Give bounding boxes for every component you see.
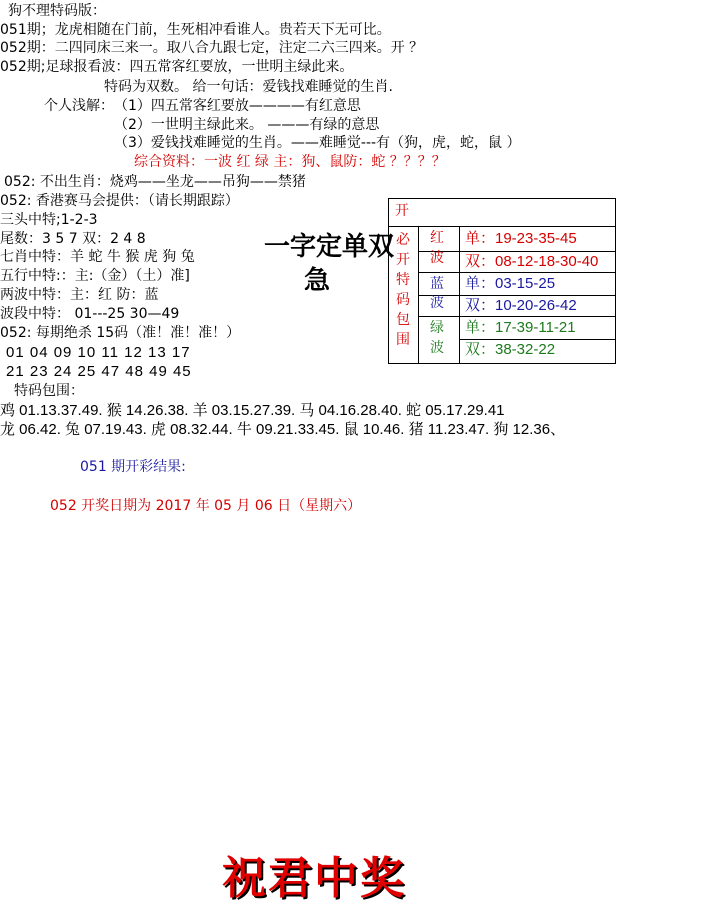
stat-line: 波段中特： 01---25 30—49 [0, 306, 180, 322]
source-line: 052: 香港赛马会提供：（请长期跟踪） [0, 193, 239, 209]
side-label-char: 码 [396, 292, 410, 308]
wave-name: 波 [430, 250, 444, 266]
stat-line: 052: 每期绝杀 15码（准！准！准！） [0, 325, 241, 341]
hint-item: （1）四五常客红要放————有红意思 [114, 98, 361, 114]
side-label-char: 围 [396, 332, 410, 348]
stat-line: 三头中特;1-2-3 [0, 212, 98, 228]
hint-line: 特码为双数。 给一句话：爱钱找难睡觉的生肖. [104, 79, 393, 95]
side-label-char: 必 [396, 232, 410, 248]
wave-single: 单：03-15-25 [465, 275, 556, 292]
footer-slogan: 祝君中奖 [222, 853, 406, 904]
wave-double: 双：08-12-18-30-40 [465, 253, 599, 270]
big-slogan: 急 [304, 266, 331, 296]
wave-name: 绿 [430, 320, 444, 336]
side-label-char: 开 [396, 252, 410, 268]
wave-name: 红 [430, 230, 444, 246]
page-title: 狗不理特码版： [8, 3, 106, 19]
hint-item: （2）一世明主绿此来。 ———有绿的意思 [114, 117, 380, 133]
stat-line: 七肖中特：羊 蛇 牛 猴 虎 狗 兔 [0, 249, 195, 265]
draw-date: 052 开奖日期为 2017 年 05 月 06 日（星期六） [50, 498, 362, 514]
result-label: 051 期开彩结果: [80, 459, 186, 475]
side-label-char: 包 [396, 312, 410, 328]
wave-name: 蓝 [430, 276, 444, 292]
zodiac-row: 龙 06.42. 兔 07.19.43. 虎 08.32.44. 牛 09.21.33.45. 鼠 10.46. 猪 11.23.47. 狗 12.36、 [0, 421, 566, 438]
wave-name: 波 [430, 295, 444, 311]
zodiac-title: 特码包围： [14, 383, 84, 399]
stat-line: 两波中特：主：红 防：蓝 [0, 287, 159, 303]
stat-line: 尾数：3 5 7 双：2 4 8 [0, 231, 146, 247]
wave-double: 双：38-32-22 [465, 341, 556, 358]
number-row: 01 04 09 10 11 12 13 17 [6, 344, 191, 361]
number-row: 21 23 24 25 47 48 49 45 [6, 363, 192, 380]
header-line: 051期；龙虎相随在门前，生死相冲看谁人。贵若天下无可比。 [0, 22, 391, 38]
special-code-panel [388, 198, 616, 364]
side-label-char: 特 [396, 272, 410, 288]
panel-header: 开 [395, 203, 409, 219]
wave-single: 单：17-39-11-21 [465, 319, 576, 336]
not-out-zodiac: 052: 不出生肖：烧鸡——坐龙——吊狗——禁猪 [4, 174, 306, 190]
wave-single: 单：19-23-35-45 [465, 230, 577, 247]
header-line: 052期;足球报看波：四五常客红要放，一世明主绿此来。 [0, 59, 354, 75]
header-line: 052期：二四同床三来一。取八合九跟七定，注定二六三四来。开 ？ [0, 40, 424, 56]
hint-label: 个人浅解： [44, 98, 114, 114]
big-slogan: 一字定单双 [264, 232, 395, 262]
wave-double: 双：10-20-26-42 [465, 297, 577, 314]
wave-name: 波 [430, 340, 444, 356]
stat-line: 五行中特:：主:（金）（土）准] [0, 268, 190, 284]
zodiac-row: 鸡 01.13.37.49. 猴 14.26.38. 羊 03.15.27.39. 马 04.16.28.40. 蛇 05.17.29.41 [0, 402, 505, 419]
hint-item: （3）爱钱找难睡觉的生肖。——难睡觉---有（狗，虎，蛇，鼠 ） [114, 135, 521, 151]
hint-summary: 综合资料：一波 红 绿 主：狗、鼠防：蛇 ？？？？ [134, 154, 446, 170]
